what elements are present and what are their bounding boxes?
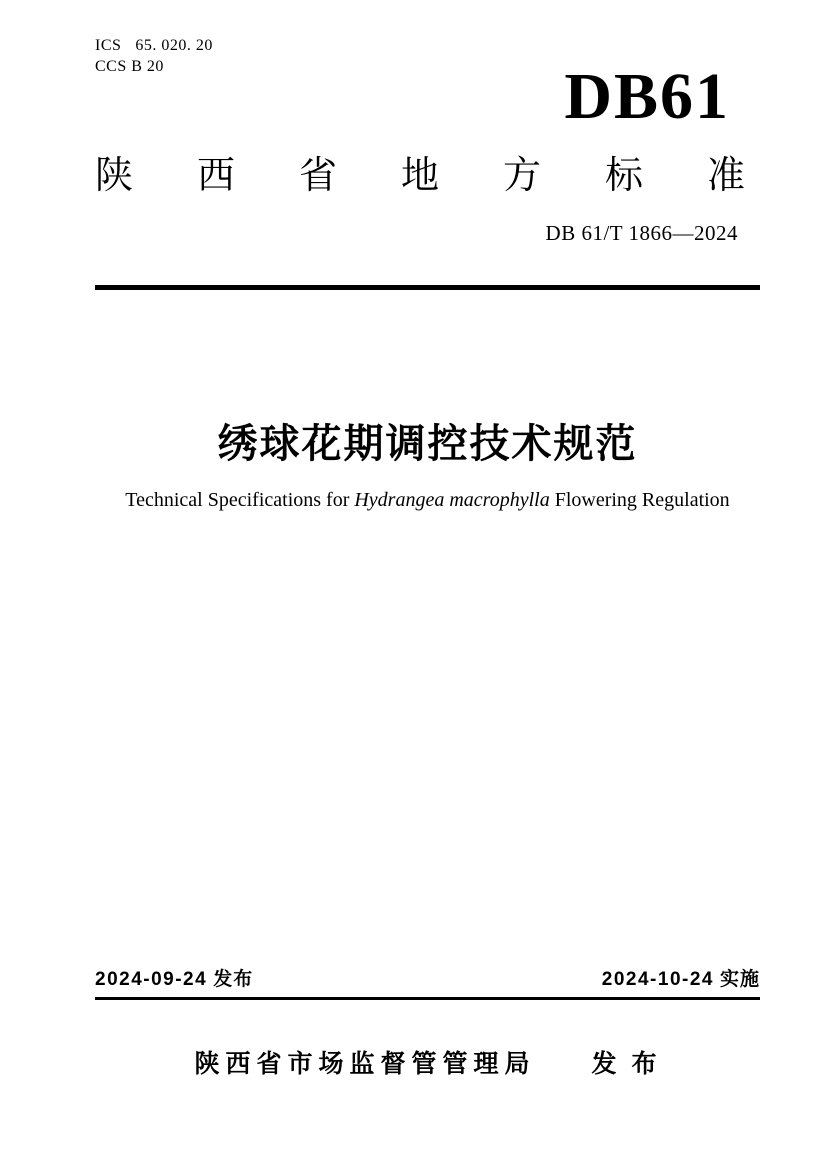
impl-date-value: 2024-10-24 — [601, 969, 714, 990]
publish-label: 发 布 — [591, 1050, 661, 1078]
title-en-suffix: Flowering Regulation — [549, 489, 730, 511]
ics-label: ICS — [95, 37, 122, 54]
impl-date-label: 实施 — [719, 969, 760, 990]
issue-date-label: 发布 — [213, 969, 254, 990]
ccs-code: CCS B 20 — [95, 58, 164, 75]
issue-date — [95, 964, 253, 991]
document-title-en — [45, 489, 810, 512]
publisher-row — [95, 1044, 760, 1080]
implementation-date — [602, 964, 760, 991]
header-rule — [95, 285, 760, 290]
ics-value: 65. 020. 20 — [135, 37, 213, 54]
db61-logo: DB61 — [564, 60, 730, 133]
title-en-species: Hydrangea macrophylla — [354, 489, 550, 511]
title-en-prefix: Technical Specifications for — [125, 489, 355, 511]
dates-row — [95, 964, 760, 1000]
standard-number: DB 61/T 1866—2024 — [545, 221, 738, 245]
ics-code — [95, 34, 213, 57]
publisher-name: 陕西省市场监督管管理局 — [194, 1050, 536, 1078]
standard-name: 陕 西 省 地 方 标 准 — [95, 155, 745, 197]
issue-date-value: 2024-09-24 — [95, 969, 208, 990]
document-title-zh: 绣球花期调控技术规范 — [217, 422, 638, 466]
